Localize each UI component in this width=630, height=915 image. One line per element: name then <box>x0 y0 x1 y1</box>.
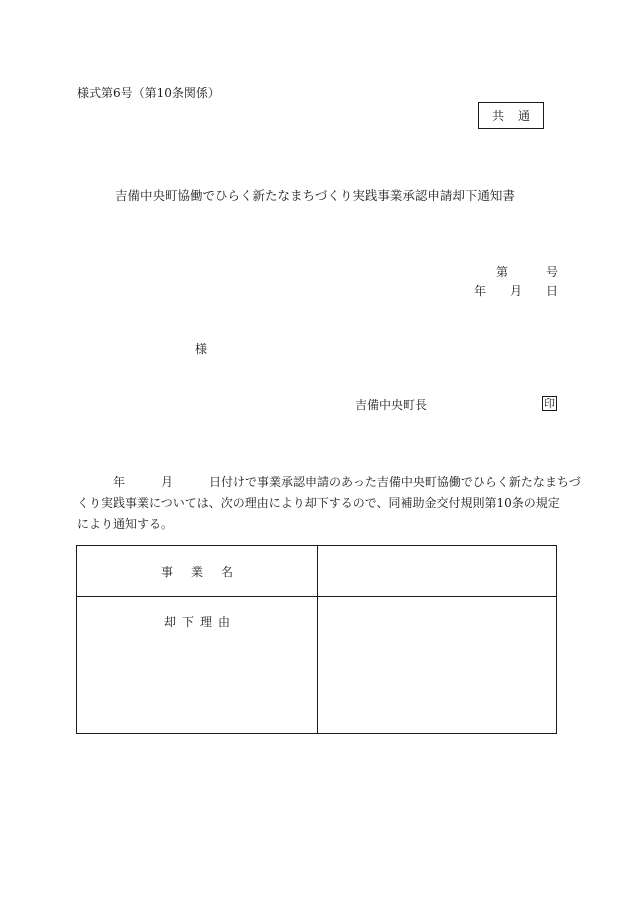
body-line-1-text: 日付けで事業承認申請のあった吉備中央町協働でひらく新たなまちづ <box>209 475 581 489</box>
rejection-reason-label-cell <box>77 597 318 734</box>
document-number <box>496 266 558 278</box>
form-number: 様式第6号（第10条関係） <box>77 86 220 100</box>
document-title: 吉備中央町協働でひらく新たなまちづくり実践事業承認申請却下通知書 <box>115 188 515 203</box>
table-row-project-name <box>77 546 557 597</box>
project-name-value-cell[interactable] <box>318 546 557 597</box>
project-name-label: 事業名 <box>160 564 251 579</box>
project-name-label-cell <box>77 546 318 597</box>
rejection-reason-value-cell[interactable] <box>318 597 557 734</box>
body-month: 月 <box>161 475 174 489</box>
body-year: 年 <box>113 475 126 489</box>
category-label: 共通 <box>492 108 545 123</box>
date-month: 月 <box>509 284 522 298</box>
body-line-2: くり実践事業については、次の理由により却下するので、同補助金交付規則第10条の規定 <box>77 496 560 510</box>
doc-number-go: 号 <box>545 265 558 279</box>
info-table <box>76 545 557 734</box>
doc-number-dai: 第 <box>496 265 509 279</box>
date-day: 日 <box>545 284 558 298</box>
seal-mark <box>542 396 557 411</box>
seal-icon: 印 <box>544 397 555 410</box>
date-year: 年 <box>474 284 487 298</box>
body-text <box>77 472 581 535</box>
category-box <box>478 102 544 129</box>
rejection-reason-label: 却下理由 <box>163 615 236 629</box>
body-line-1 <box>77 472 581 493</box>
document-date <box>474 285 558 297</box>
table-row-rejection-reason <box>77 597 557 734</box>
sender-name: 吉備中央町長 <box>355 398 428 412</box>
addressee-suffix: 様 <box>195 342 208 356</box>
body-line-3: により通知する。 <box>77 517 174 531</box>
